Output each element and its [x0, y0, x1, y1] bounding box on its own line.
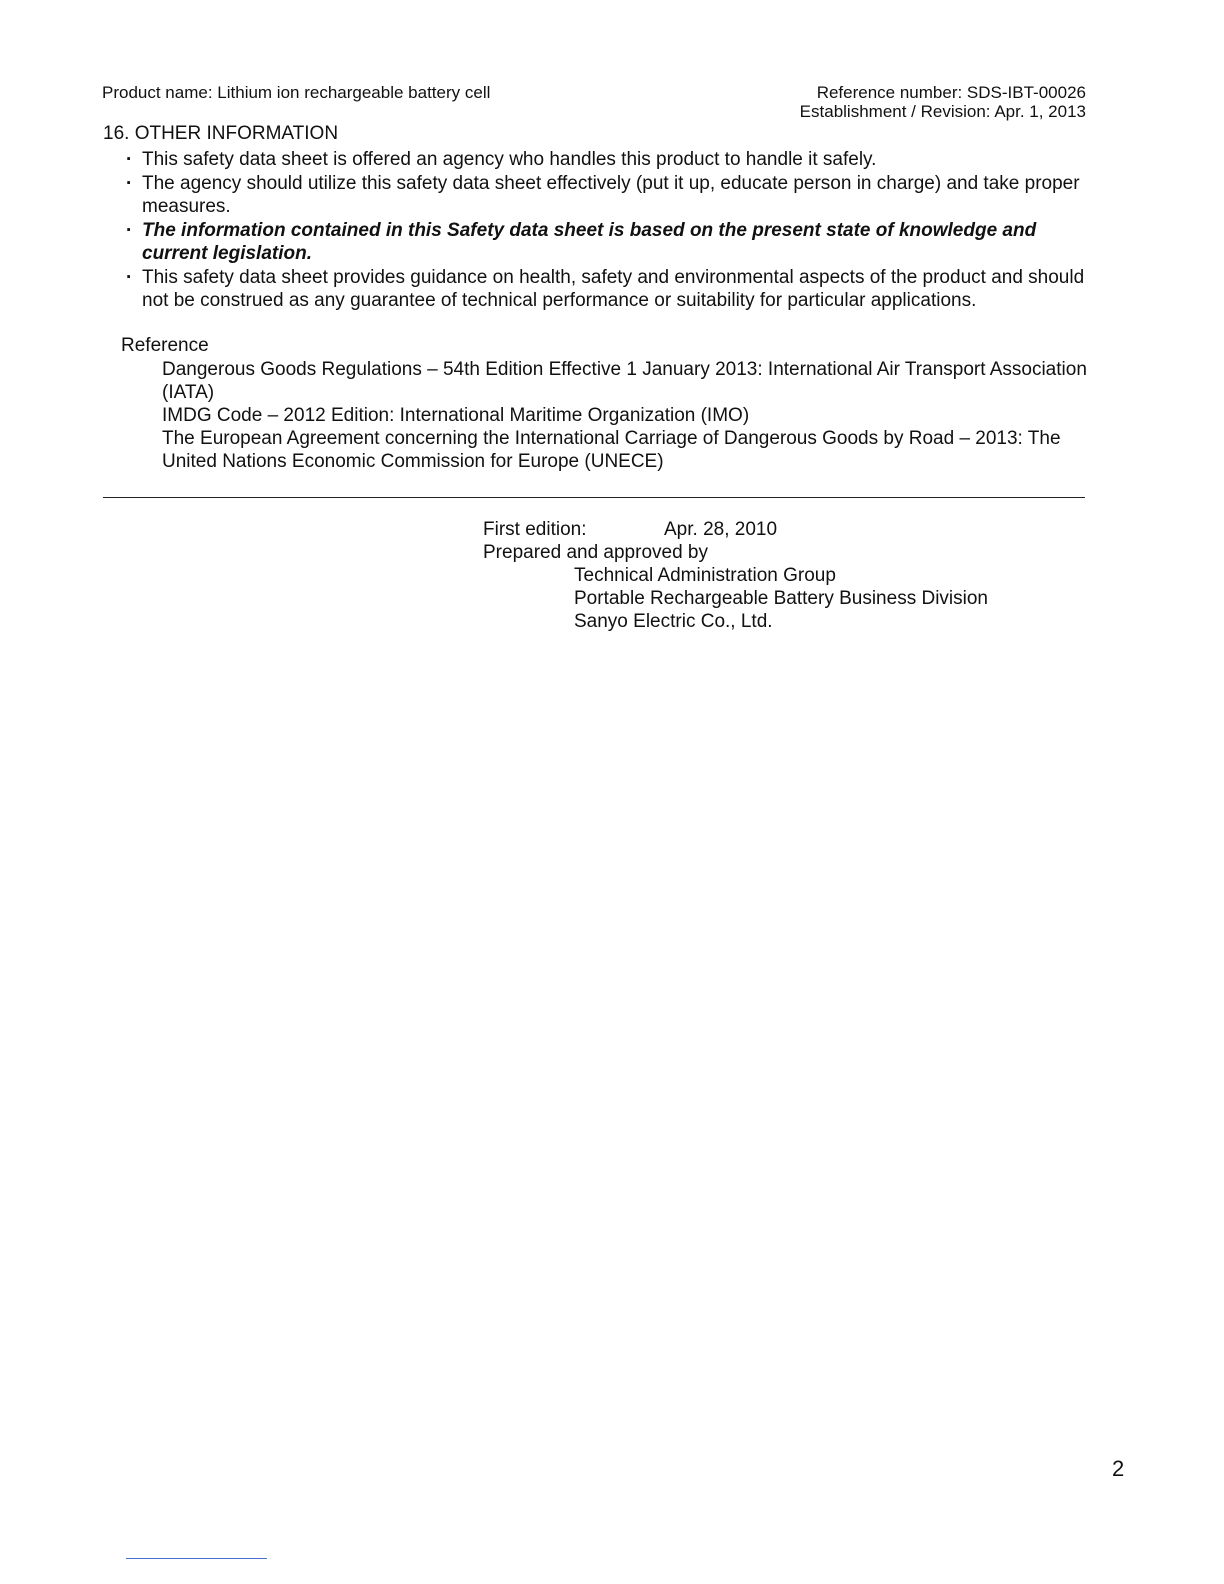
reference-list [162, 358, 1092, 473]
other-information-list [124, 148, 1094, 313]
list-item [124, 266, 1094, 313]
reference-item: IMDG Code – 2012 Edition: International Maritime Organization (IMO) [162, 405, 750, 426]
bullet-text: The agency should utilize this safety data sheet effectively (put it up, educate person in charge) and take proper measures. [142, 172, 1080, 217]
first-edition-label: First edition: [483, 519, 587, 540]
bullet-text: This safety data sheet is offered an agency who handles this product to handle it safely. [142, 149, 877, 170]
horizontal-divider [103, 497, 1085, 498]
list-item [124, 172, 1094, 219]
page-number: 2 [1112, 1456, 1125, 1481]
bullet-text-emphasized: The information contained in this Safety data sheet is based on the present state of knowledge and current legislation. [142, 219, 1037, 264]
revision-date: Establishment / Revision: Apr. 1, 2013 [799, 102, 1086, 121]
bullet-icon: · [126, 149, 133, 170]
reference-item: Dangerous Goods Regulations – 54th Edition Effective 1 January 2013: International Air Transport Association (IATA) [162, 359, 1087, 403]
bullet-text: This safety data sheet provides guidance on health, safety and environmental aspects of the product and should not be construed as any guarantee of technical performance or suitability for particular applications. [142, 266, 1085, 311]
bullet-icon: · [126, 172, 133, 194]
first-edition-date: Apr. 28, 2010 [664, 519, 778, 540]
footnote-separator [126, 1558, 267, 1559]
bullet-icon: · [126, 266, 133, 288]
company-name: Sanyo Electric Co., Ltd. [574, 611, 773, 632]
product-name: Product name: Lithium ion rechargeable battery cell [102, 83, 491, 102]
prepared-by-label: Prepared and approved by [483, 542, 708, 563]
reference-item: The European Agreement concerning the International Carriage of Dangerous Goods by Road – 2013: The United Nations Economic Commission for Europe (UNECE) [162, 428, 1061, 472]
section-title: 16. OTHER INFORMATION [103, 123, 339, 144]
list-item [124, 219, 1094, 266]
group-name: Technical Administration Group [574, 565, 836, 586]
bullet-icon: · [126, 219, 133, 241]
document-reference [800, 83, 1086, 121]
list-item [124, 148, 1094, 172]
reference-heading: Reference [121, 335, 209, 356]
division-name: Portable Rechargeable Battery Business Division [574, 588, 988, 609]
reference-number: Reference number: SDS-IBT-00026 [816, 83, 1086, 102]
